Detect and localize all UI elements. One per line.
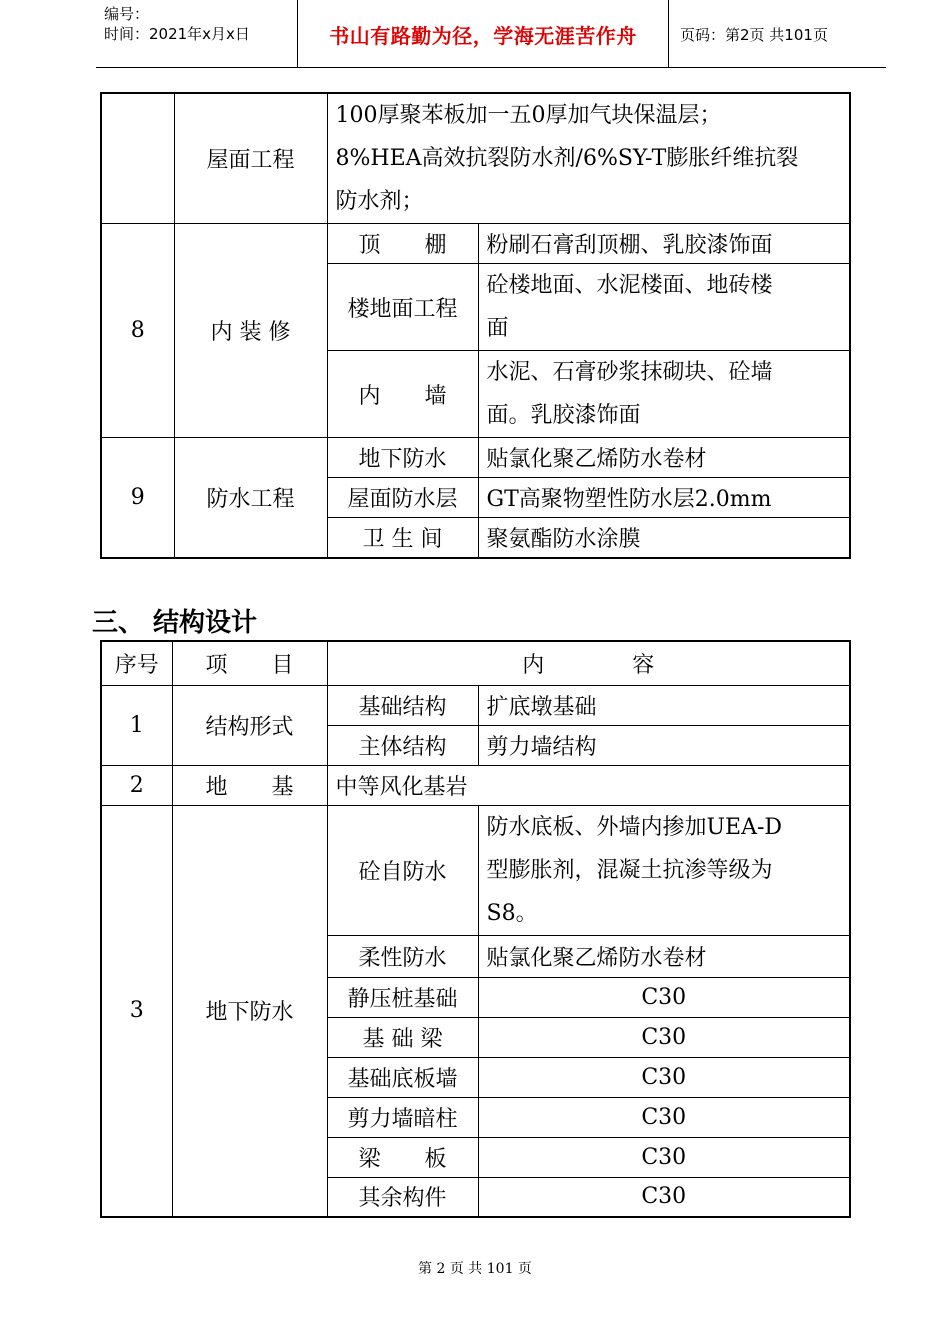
sub-item-cell: 静压桩基础 (327, 977, 478, 1017)
table-row (101, 805, 850, 935)
content-cell: 贴氯化聚乙烯防水卷材 (478, 438, 850, 478)
content-cell: C30 (478, 1057, 850, 1097)
table-row (101, 93, 850, 224)
sub-item-cell: 基础底板墙 (327, 1057, 478, 1097)
table-row (101, 438, 850, 478)
structure-table (100, 640, 851, 1218)
content-cell: 剪力墙结构 (478, 725, 850, 765)
sub-item-cell: 屋面防水层 (327, 478, 478, 518)
seq-cell: 2 (101, 765, 172, 805)
table-row (101, 685, 850, 725)
item-cell: 地 基 (172, 765, 327, 805)
header-content: 内 容 (327, 641, 850, 685)
sub-item-cell: 楼地面工程 (327, 264, 478, 351)
seq-cell (101, 93, 174, 224)
header-divider (668, 0, 669, 68)
item-cell: 内 装 修 (174, 224, 327, 438)
item-cell: 屋面工程 (174, 93, 327, 224)
content-cell: 100厚聚苯板加一五0厚加气块保温层； 8%HEA高效抗裂防水剂/6%SY-T膨胀纤维抗裂 防水剂； (327, 93, 850, 224)
page-footer: 第 2 页 共 101 页 (418, 1261, 532, 1277)
sub-item-cell: 基础结构 (327, 685, 478, 725)
seq-cell: 8 (101, 224, 174, 438)
content-cell: C30 (478, 1017, 850, 1057)
sub-item-cell: 其余构件 (327, 1177, 478, 1217)
content-cell: C30 (478, 1137, 850, 1177)
header-meta (104, 4, 294, 44)
content-cell: C30 (478, 977, 850, 1017)
item-cell: 地下防水 (172, 805, 327, 1217)
sub-item-cell: 主体结构 (327, 725, 478, 765)
sub-item-cell: 顶 棚 (327, 224, 478, 264)
item-cell: 防水工程 (174, 438, 327, 558)
seq-cell: 1 (101, 685, 172, 765)
sub-item-cell: 基 础 梁 (327, 1017, 478, 1057)
sub-item-cell: 梁 板 (327, 1137, 478, 1177)
header-rule (96, 67, 886, 68)
sub-item-cell: 地下防水 (327, 438, 478, 478)
content-cell: 砼楼地面、水泥楼面、地砖楼 面 (478, 264, 850, 351)
seq-cell: 3 (101, 805, 172, 1217)
content-cell: 防水底板、外墙内掺加UEA-D 型膨胀剂，混凝土抗渗等级为 S8。 (478, 805, 850, 935)
content-cell: C30 (478, 1097, 850, 1137)
sub-item-cell: 柔性防水 (327, 935, 478, 977)
header-motto: 书山有路勤为径，学海无涯苦作舟 (329, 24, 637, 48)
content-cell: GT高聚物塑性防水层2.0mm (478, 478, 850, 518)
header-page-info: 页码：第2页 共101页 (680, 26, 828, 44)
item-cell: 结构形式 (172, 685, 327, 765)
content-cell: 聚氨酯防水涂膜 (478, 518, 850, 558)
doc-time-label: 时间：2021年x月x日 (104, 25, 250, 43)
content-cell: C30 (478, 1177, 850, 1217)
table-header-row (101, 641, 850, 685)
header-seq: 序号 (101, 641, 172, 685)
sub-item-cell: 砼自防水 (327, 805, 478, 935)
seq-cell: 9 (101, 438, 174, 558)
content-cell: 扩底墩基础 (478, 685, 850, 725)
section-title: 三、 结构设计 (92, 608, 258, 638)
sub-item-cell: 剪力墙暗柱 (327, 1097, 478, 1137)
content-cell: 贴氯化聚乙烯防水卷材 (478, 935, 850, 977)
table-row (101, 765, 850, 805)
sub-item-cell: 内 墙 (327, 351, 478, 438)
content-cell: 中等风化基岩 (327, 765, 850, 805)
sub-item-cell: 卫 生 间 (327, 518, 478, 558)
table-row (101, 224, 850, 264)
content-cell: 粉刷石膏刮顶棚、乳胶漆饰面 (478, 224, 850, 264)
finishing-table (100, 92, 851, 559)
header-item: 项 目 (172, 641, 327, 685)
doc-number-label: 编号： (104, 5, 150, 23)
content-cell: 水泥、石膏砂浆抹砌块、砼墙 面。乳胶漆饰面 (478, 351, 850, 438)
